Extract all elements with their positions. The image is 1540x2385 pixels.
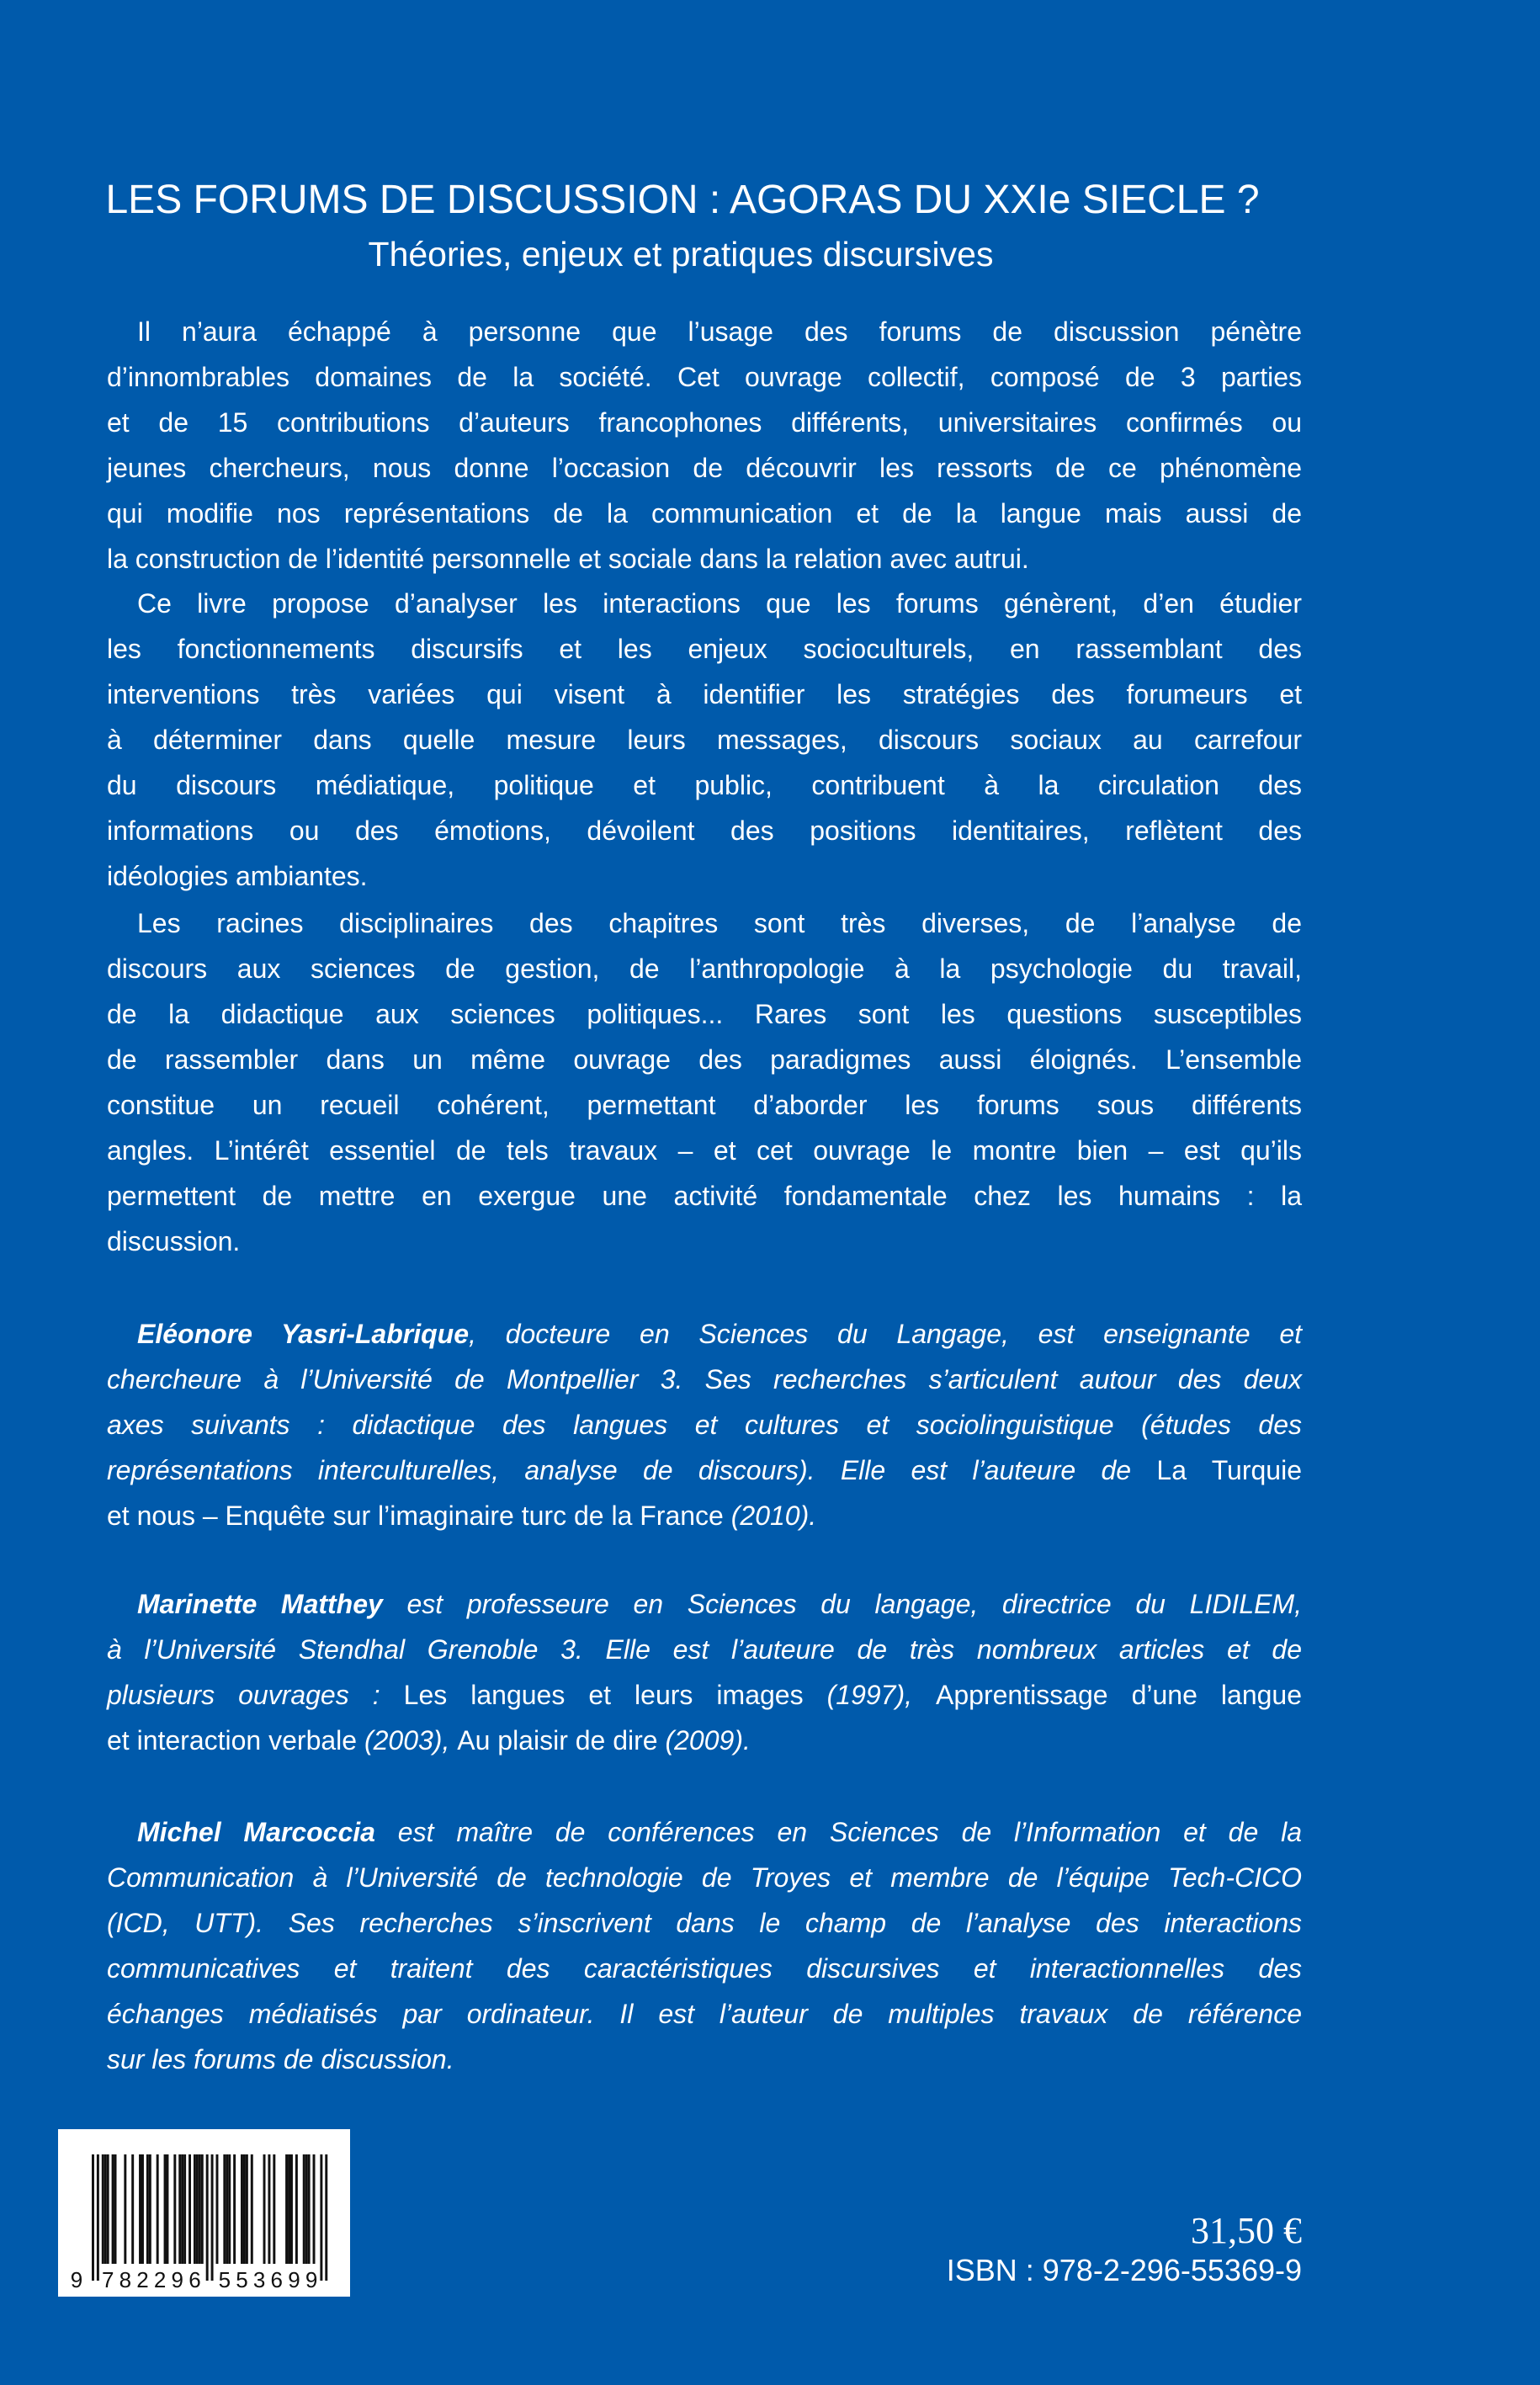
barcode-bar	[216, 2154, 219, 2264]
barcode-bar	[273, 2154, 275, 2264]
barcode-bar	[131, 2154, 134, 2264]
barcode-digit: 2	[136, 2267, 149, 2292]
barcode-digit: 5	[218, 2267, 231, 2292]
text-segment: (1997),	[826, 1680, 937, 1710]
text-segment: jeunes chercheurs, nous donne l’occasion de découvrir les ressorts de ce phénomène	[107, 453, 1302, 483]
author-name: Michel Marcoccia	[137, 1817, 375, 1847]
barcode-bar	[246, 2154, 248, 2264]
barcode-bar	[320, 2154, 322, 2281]
text-line	[107, 2037, 1302, 2082]
text-segment: à l’Université Stendhal Grenoble 3. Elle est l’auteure de très nombreux articles et de	[107, 1634, 1302, 1665]
text-segment: (2009).	[665, 1725, 751, 1756]
barcode-bar	[173, 2154, 176, 2264]
text-segment: (ICD, UTT). Ses recherches s’inscrivent dans le champ de l’analyse des interactions	[107, 1908, 1302, 1938]
barcode-bar	[325, 2154, 327, 2281]
barcode-bar	[141, 2154, 144, 2264]
barcode-bar	[228, 2154, 231, 2264]
text-line	[107, 536, 1302, 582]
text-line	[107, 991, 1302, 1037]
text-segment: Ce livre propose d’analyser les interactions que les forums génèrent, d’en étudier	[137, 588, 1302, 619]
text-segment: du discours médiatique, politique et public, contribuent à la circulation des	[107, 770, 1302, 800]
text-line	[107, 1082, 1302, 1128]
book-reference: Les langues et leurs images	[403, 1680, 827, 1710]
barcode-bar	[178, 2154, 181, 2264]
text-line	[107, 1581, 1302, 1627]
text-segment: idéologies ambiantes.	[107, 861, 368, 891]
text-segment: qui modifie nos représentations de la communication et de la langue mais aussi de	[107, 498, 1302, 529]
text-segment: représentations interculturelles, analyse de discours). Elle est l’auteure de	[107, 1455, 1157, 1485]
author-bio-yasri-labrique	[107, 1311, 1302, 1538]
book-reference: et nous – Enquête sur l’imaginaire turc de la France	[107, 1501, 731, 1531]
book-reference: et interaction verbale	[107, 1725, 364, 1756]
barcode-bar	[114, 2154, 117, 2264]
barcode-digit: 9	[171, 2267, 184, 2292]
barcode-bar	[263, 2154, 266, 2264]
barcode-bar	[201, 2154, 204, 2264]
text-line	[107, 1128, 1302, 1173]
text-line	[107, 1900, 1302, 1946]
summary-paragraph-2	[107, 581, 1302, 899]
text-segment: chercheure à l’Université de Montpellier 3. Ses recherches s’articulent autour des deux	[107, 1364, 1302, 1394]
text-segment: plusieurs ouvrages :	[107, 1680, 404, 1710]
barcode-bar	[295, 2154, 298, 2264]
barcode-bar	[305, 2154, 308, 2264]
text-segment: Les racines disciplinaires des chapitres sont très diverses, de l’analyse de	[137, 908, 1302, 938]
text-segment: échanges médiatisés par ordinateur. Il est l’auteur de multiples travaux de référence	[107, 1999, 1302, 2029]
text-segment: et de 15 contributions d’auteurs francophones différents, universitaires confirmés ou	[107, 407, 1302, 438]
text-line	[107, 626, 1302, 672]
text-segment: , docteure en Sciences du Langage, est enseignante et	[469, 1319, 1303, 1349]
barcode-bar	[308, 2154, 311, 2264]
text-line	[107, 900, 1302, 946]
barcode-bar	[223, 2154, 226, 2264]
isbn-barcode	[58, 2129, 350, 2297]
text-segment: d’innombrables domaines de la société. Cet ouvrage collectif, composé de 3 parties	[107, 362, 1302, 392]
barcode-bar	[211, 2154, 214, 2281]
barcode-bar	[146, 2154, 149, 2264]
barcode-bar	[226, 2154, 228, 2264]
text-line	[107, 1447, 1302, 1493]
text-line	[107, 853, 1302, 899]
barcode-bar	[189, 2154, 191, 2264]
text-segment: de la didactique aux sciences politiques... Rares sont les questions susceptibles	[107, 999, 1302, 1029]
barcode-digit: 6	[270, 2267, 284, 2292]
text-line	[107, 1672, 1302, 1718]
barcode-bar	[124, 2154, 126, 2264]
barcode-bar	[206, 2154, 209, 2281]
barcode-bar	[104, 2154, 107, 2264]
barcode-bar	[181, 2154, 183, 2264]
barcode-bar	[313, 2154, 316, 2264]
barcode-bar	[243, 2154, 246, 2264]
text-line	[107, 1809, 1302, 1855]
text-segment: axes suivants : didactique des langues et cultures et sociolinguistique (études des	[107, 1410, 1302, 1440]
barcode-bar	[102, 2154, 104, 2264]
text-segment: discussion.	[107, 1226, 241, 1256]
barcode-bar	[199, 2154, 201, 2264]
barcode-bar	[194, 2154, 196, 2264]
summary-paragraph-3	[107, 900, 1302, 1264]
book-reference: Apprentissage d’une langue	[936, 1680, 1303, 1710]
barcode-bar	[196, 2154, 199, 2264]
barcode-bar	[241, 2154, 243, 2264]
barcode-bar	[164, 2154, 167, 2264]
barcode-bar	[233, 2154, 236, 2264]
text-segment: à déterminer dans quelle mesure leurs messages, discours sociaux au carrefour	[107, 725, 1302, 755]
text-segment: la construction de l’identité personnelle et sociale dans la relation avec autrui.	[107, 544, 1029, 574]
barcode-bar	[92, 2154, 94, 2281]
text-segment: communicatives et traitent des caractéristiques discursives et interactionnelles des	[107, 1953, 1302, 1984]
summary-paragraph-1	[107, 309, 1302, 582]
text-line	[107, 491, 1302, 536]
barcode-bar	[167, 2154, 169, 2264]
text-line	[107, 1493, 1302, 1538]
text-line	[107, 354, 1302, 400]
text-segment: informations ou des émotions, dévoilent des positions identitaires, reflètent des	[107, 815, 1302, 846]
barcode-bar	[288, 2154, 290, 2264]
text-segment: sur les forums de discussion.	[107, 2044, 454, 2074]
text-line	[107, 1357, 1302, 1402]
text-line	[107, 717, 1302, 762]
text-line	[107, 1311, 1302, 1357]
text-line	[107, 581, 1302, 626]
isbn-number: ISBN : 978-2-296-55369-9	[946, 2253, 1302, 2287]
barcode-bar	[112, 2154, 114, 2264]
book-reference: Au plaisir de dire	[457, 1725, 666, 1756]
text-segment: interventions très variées qui visent à identifier les stratégies des forumeurs et	[107, 679, 1302, 709]
author-bio-matthey	[107, 1581, 1302, 1763]
text-segment: (2003),	[364, 1725, 458, 1756]
barcode-digit: 9	[288, 2267, 300, 2292]
book-subtitle: Théories, enjeux et pratiques discursives	[368, 235, 994, 274]
barcode-digit: 8	[119, 2267, 132, 2292]
barcode-bar	[149, 2154, 151, 2264]
text-line	[107, 1855, 1302, 1900]
barcode-bars	[58, 2129, 350, 2297]
text-segment: Communication à l’Université de technologie de Troyes et membre de l’équipe Tech-CICO	[107, 1862, 1302, 1893]
text-segment: est professeure en Sciences du langage, directrice du LIDILEM,	[382, 1589, 1303, 1619]
barcode-digit: 3	[252, 2267, 266, 2292]
barcode-digit: 9	[305, 2267, 318, 2292]
barcode-bar	[97, 2154, 99, 2281]
text-segment: de rassembler dans un même ouvrage des paradigmes aussi éloignés. L’ensemble	[107, 1044, 1302, 1075]
text-segment: permettent de mettre en exergue une activité fondamentale chez les humains : la	[107, 1181, 1302, 1211]
text-line	[107, 309, 1302, 354]
barcode-digit: 6	[189, 2267, 201, 2292]
text-line	[107, 1627, 1302, 1672]
text-line	[107, 400, 1302, 445]
text-line	[107, 1037, 1302, 1082]
barcode-bar	[251, 2154, 253, 2264]
barcode-bar	[290, 2154, 293, 2264]
barcode-bar	[183, 2154, 186, 2264]
barcode-bar	[303, 2154, 305, 2264]
barcode-bar	[157, 2154, 159, 2264]
barcode-bar	[107, 2154, 109, 2264]
book-reference: La Turquie	[1156, 1455, 1303, 1485]
book-title: LES FORUMS DE DISCUSSION : AGORAS DU XXIe SIECLE ?	[105, 178, 1260, 222]
barcode-digit: 9	[70, 2267, 83, 2292]
text-line	[107, 762, 1302, 808]
text-line	[107, 445, 1302, 491]
text-segment: les fonctionnements discursifs et les enjeux socioculturels, en rassemblant des	[107, 634, 1302, 664]
text-line	[107, 672, 1302, 717]
text-line	[107, 1402, 1302, 1447]
text-segment: (2010).	[730, 1501, 817, 1531]
text-segment: Il n’aura échappé à personne que l’usage des forums de discussion pénètre	[137, 316, 1302, 347]
author-name: Eléonore Yasri-Labrique	[137, 1319, 470, 1349]
author-name: Marinette Matthey	[137, 1589, 383, 1619]
barcode-bar	[139, 2154, 141, 2264]
barcode-digit: 2	[153, 2267, 167, 2292]
author-bio-marcoccia	[107, 1809, 1302, 2082]
barcode-digit: 5	[236, 2267, 248, 2292]
text-segment: discours aux sciences de gestion, de l’anthropologie à la psychologie du travail,	[107, 953, 1302, 984]
barcode-digit: 7	[101, 2267, 114, 2292]
text-line	[107, 1173, 1302, 1219]
barcode-bar	[268, 2154, 270, 2264]
text-line	[107, 1946, 1302, 1991]
price: 31,50 €	[1191, 2210, 1302, 2251]
text-line	[107, 1718, 1302, 1763]
text-segment: est maître de conférences en Sciences de l’Information et de la	[374, 1817, 1303, 1847]
text-segment: constitue un recueil cohérent, permettant d’aborder les forums sous différents	[107, 1090, 1302, 1120]
text-line	[107, 808, 1302, 853]
barcode-bar	[285, 2154, 288, 2264]
text-segment: angles. L’intérêt essentiel de tels travaux – et cet ouvrage le montre bien – est qu’ils	[107, 1135, 1302, 1166]
text-line	[107, 946, 1302, 991]
text-line	[107, 1219, 1302, 1264]
text-line	[107, 1991, 1302, 2037]
